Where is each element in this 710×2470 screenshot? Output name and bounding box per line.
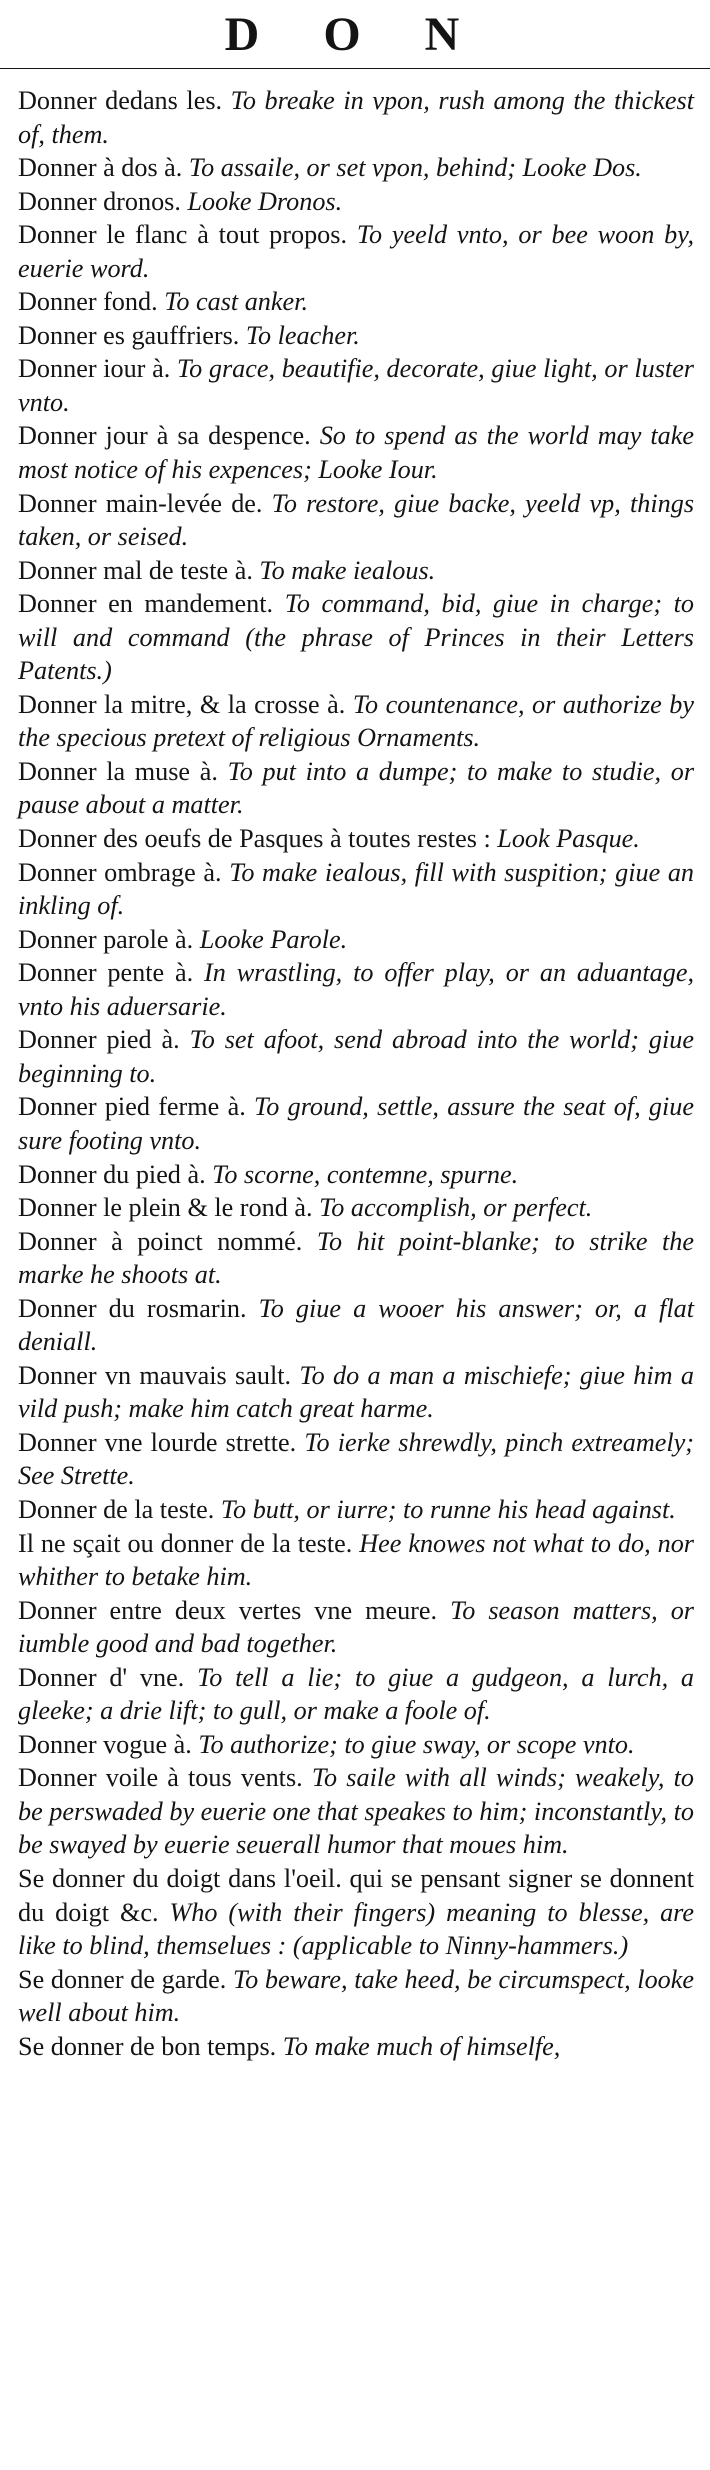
entry-definition: Looke Parole. bbox=[199, 924, 348, 954]
dictionary-entry bbox=[18, 856, 694, 923]
entry-headword: Donner la mitre, & la crosse à. bbox=[18, 689, 346, 719]
dictionary-entry bbox=[18, 185, 694, 219]
entry-definition: Hee knowes not what to do, nor whither to betake him. bbox=[18, 1528, 694, 1592]
entry-definition: To leacher. bbox=[245, 320, 360, 350]
entry-headword: Donner pied à. bbox=[18, 1025, 180, 1055]
entry-headword: Donner entre deux vertes vne meure. bbox=[18, 1595, 438, 1625]
entry-list bbox=[18, 84, 694, 2063]
entry-definition: To hit point-blanke; to strike the marke he shoots at. bbox=[18, 1226, 694, 1290]
dictionary-entry bbox=[18, 487, 694, 554]
entry-headword: Donner mal de teste à. bbox=[18, 555, 253, 585]
dictionary-entry bbox=[18, 1862, 694, 1963]
dictionary-entry bbox=[18, 84, 694, 151]
dictionary-entry bbox=[18, 956, 694, 1023]
entry-headword: Donner pente à. bbox=[18, 958, 194, 988]
dictionary-entry bbox=[18, 419, 694, 486]
entry-headword: Se donner du doigt dans l'oeil. qui se pensant signer se donnent du doigt &c. bbox=[18, 1863, 694, 1927]
entry-definition: Look Pasque. bbox=[497, 824, 640, 854]
dictionary-entry bbox=[18, 1426, 694, 1493]
entry-headword: Donner du pied à. bbox=[18, 1159, 206, 1189]
entry-definition: Who (with their fingers) meaning to blesse, are like to blind, themselues : (applicable to Ninny-hammers.) bbox=[18, 1897, 695, 1961]
entry-headword: Donner fond. bbox=[18, 287, 158, 317]
entry-definition: To accomplish, or perfect. bbox=[319, 1193, 593, 1223]
dictionary-entry bbox=[18, 285, 694, 319]
dictionary-entry bbox=[18, 554, 694, 588]
entry-definition: To grace, beautifie, decorate, giue light, or luster vnto. bbox=[18, 354, 695, 417]
entry-definition: To make iealous. bbox=[259, 555, 436, 585]
entry-definition: To authorize; to giue sway, or scope vnto. bbox=[198, 1729, 635, 1759]
entry-headword: Donner de la teste. bbox=[18, 1494, 215, 1524]
entry-definition: To saile with all winds; weakely, to be perswaded by euerie one that speakes to him; inconstantly, to be swayed by euerie seuerall humor that moues him. bbox=[18, 1763, 694, 1860]
entry-definition: To make much of himselfe, bbox=[282, 2031, 561, 2061]
entry-definition: To beware, take heed, be circumspect, looke well about him. bbox=[18, 1964, 695, 2028]
entry-definition: So to spend as the world may take most notice of his expences; Looke Iour. bbox=[18, 421, 695, 485]
entry-headword: Donner iour à. bbox=[18, 354, 171, 384]
dictionary-entry bbox=[18, 1158, 694, 1192]
entry-headword: Donner dronos. bbox=[18, 186, 181, 216]
dictionary-entry bbox=[18, 1090, 694, 1157]
dictionary-entry bbox=[18, 1761, 694, 1862]
dictionary-entry bbox=[18, 688, 694, 755]
dictionary-entry bbox=[18, 1292, 694, 1359]
entry-headword: Donner parole à. bbox=[18, 924, 194, 954]
dictionary-entry bbox=[18, 1661, 694, 1728]
entry-definition: To butt, or iurre; to runne his head against. bbox=[220, 1494, 676, 1524]
dictionary-entry bbox=[18, 1023, 694, 1090]
entry-headword: Donner à dos à. bbox=[18, 153, 183, 183]
entry-definition: To giue a wooer his answer; or, a flat deniall. bbox=[18, 1293, 694, 1357]
dictionary-entry bbox=[18, 1527, 694, 1594]
dictionary-entry bbox=[18, 1191, 694, 1225]
entry-definition: To ground, settle, assure the seat of, giue sure footing vnto. bbox=[18, 1092, 695, 1155]
entry-headword: Se donner de bon temps. bbox=[18, 2031, 277, 2061]
entry-headword: Donner d' vne. bbox=[18, 1662, 185, 1692]
entry-headword: Donner le plein & le rond à. bbox=[18, 1193, 313, 1223]
entry-headword: Donner pied ferme à. bbox=[18, 1092, 246, 1122]
entry-definition: To assaile, or set vpon, behind; Looke Dos. bbox=[188, 153, 642, 183]
entry-headword: Donner du rosmarin. bbox=[18, 1293, 247, 1323]
dictionary-entry bbox=[18, 2030, 694, 2064]
entry-headword: Donner à poinct nommé. bbox=[18, 1226, 303, 1256]
entry-definition: In wrastling, to offer play, or an aduantage, vnto his aduersarie. bbox=[18, 958, 695, 1021]
entry-definition: To breake in vpon, rush among the thickest of, them. bbox=[18, 86, 694, 149]
entry-headword: Donner en mandement. bbox=[18, 589, 274, 619]
entry-definition: To yeeld vnto, or bee woon by, euerie word. bbox=[18, 220, 694, 283]
entry-headword: Donner la muse à. bbox=[18, 756, 218, 786]
entry-definition: To cast anker. bbox=[164, 287, 308, 317]
entry-definition: Looke Dronos. bbox=[187, 186, 343, 216]
entry-headword: Il ne sçait ou donner de la teste. bbox=[18, 1528, 353, 1558]
header-rule bbox=[0, 68, 710, 69]
entry-definition: To ierke shrewdly, pinch extreamely; See Strette. bbox=[18, 1427, 695, 1491]
entry-definition: To command, bid, giue in charge; to will and command (the phrase of Princes in their Letters Patents.) bbox=[18, 589, 695, 686]
dictionary-entry bbox=[18, 218, 694, 285]
entry-definition: To do a man a mischiefe; giue him a vild push; make him catch great harme. bbox=[18, 1360, 694, 1424]
entry-headword: Donner vn mauvais sault. bbox=[18, 1360, 292, 1390]
entry-headword: Donner main-levée de. bbox=[18, 488, 263, 518]
dictionary-entry bbox=[18, 1225, 694, 1292]
entry-headword: Donner es gauffriers. bbox=[18, 320, 240, 350]
dictionary-entry bbox=[18, 1359, 694, 1426]
entry-headword: Donner vogue à. bbox=[18, 1729, 192, 1759]
dictionary-entry bbox=[18, 1963, 694, 2030]
dictionary-entry bbox=[18, 587, 694, 688]
entry-definition: To set afoot, send abroad into the world; giue beginning to. bbox=[18, 1025, 694, 1088]
entry-headword: Donner vne lourde strette. bbox=[18, 1427, 297, 1457]
dictionary-entry bbox=[18, 319, 694, 353]
dictionary-entry bbox=[18, 923, 694, 957]
dictionary-entry bbox=[18, 1594, 694, 1661]
entry-definition: To restore, giue backe, yeeld vp, things taken, or seised. bbox=[18, 488, 695, 552]
entry-headword: Donner ombrage à. bbox=[18, 857, 222, 887]
entry-headword: Se donner de garde. bbox=[18, 1964, 227, 1994]
entry-definition: To make iealous, fill with suspition; giue an inkling of. bbox=[18, 857, 695, 921]
entry-definition: To tell a lie; to giue a gudgeon, a lurch, a gleeke; a drie lift; to gull, or make a foole of. bbox=[18, 1662, 695, 1726]
entry-definition: To put into a dumpe; to make to studie, or pause about a matter. bbox=[18, 756, 695, 820]
dictionary-entry bbox=[18, 352, 694, 419]
entry-headword: Donner jour à sa despence. bbox=[18, 421, 311, 451]
entry-headword: Donner le flanc à tout propos. bbox=[18, 220, 348, 250]
entry-definition: To season matters, or iumble good and bad together. bbox=[18, 1595, 694, 1659]
dictionary-entry bbox=[18, 1493, 694, 1527]
running-header: D O N bbox=[224, 8, 486, 61]
dictionary-entry bbox=[18, 1728, 694, 1762]
entry-definition: To scorne, contemne, spurne. bbox=[212, 1159, 519, 1189]
dictionary-entry bbox=[18, 755, 694, 822]
entry-headword: Donner dedans les. bbox=[18, 86, 223, 115]
dictionary-entry bbox=[18, 151, 694, 185]
dictionary-entry bbox=[18, 822, 694, 856]
entry-headword: Donner des oeufs de Pasques à toutes restes : bbox=[18, 824, 491, 854]
entry-headword: Donner voile à tous vents. bbox=[18, 1763, 303, 1793]
entry-definition: To countenance, or authorize by the specious pretext of religious Ornaments. bbox=[18, 689, 694, 753]
